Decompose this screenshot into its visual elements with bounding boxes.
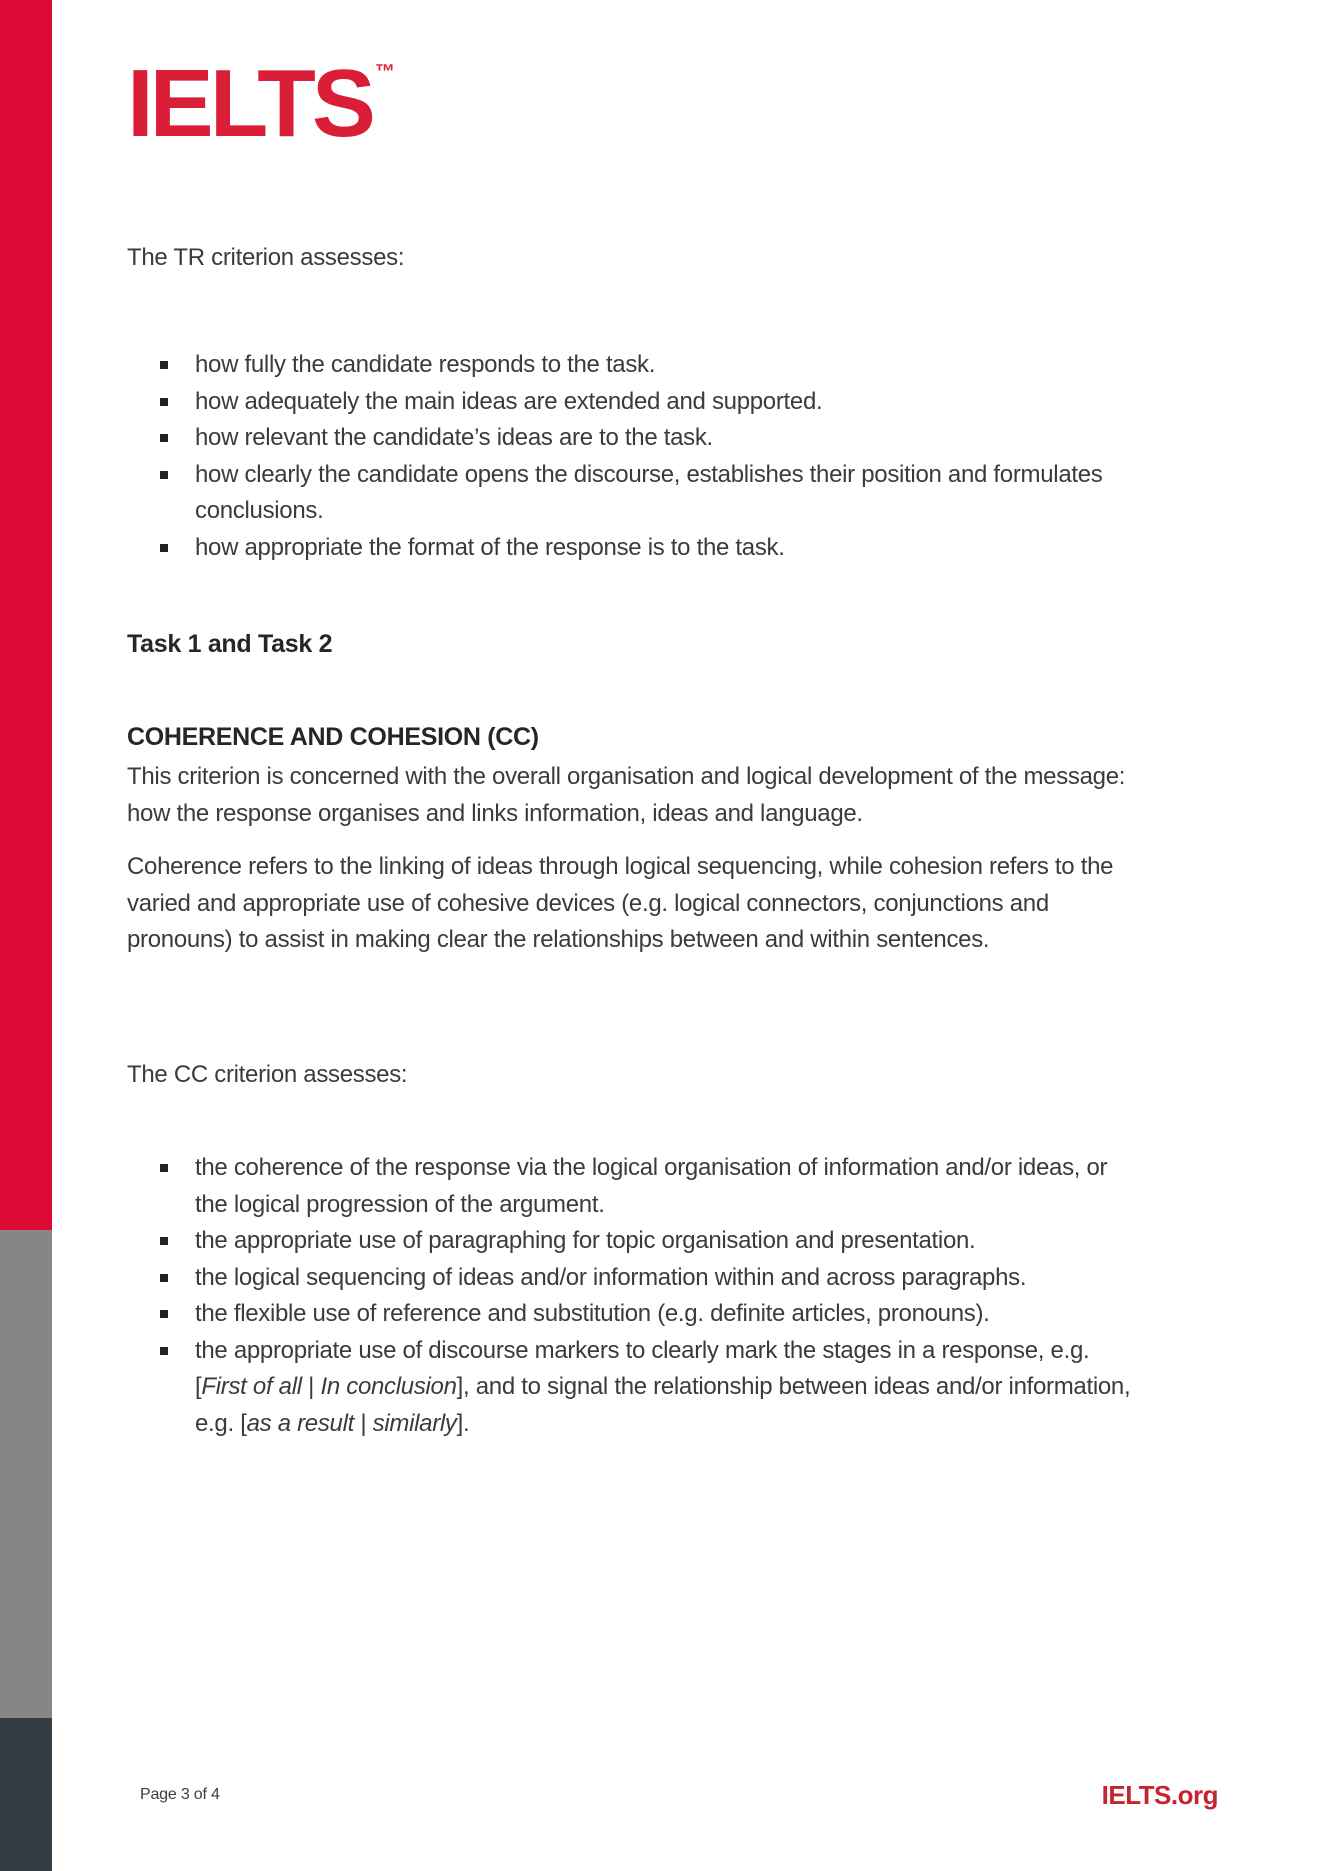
list-item: [127, 1296, 1145, 1333]
cc-paragraph-1: This criterion is concerned with the overall organisation and logical development of the message: how the response organises and links information, ideas and language.: [127, 763, 1126, 827]
ielts-logo-text: IELTS: [127, 50, 372, 157]
list-item: [127, 1260, 1145, 1297]
sidebar-dark-segment: [0, 1718, 52, 1871]
list-item-text: how clearly the candidate opens the discourse, establishes their position and formulates conclusions.: [195, 460, 1103, 524]
page-number: Page 3 of 4: [140, 1786, 220, 1803]
coherence-cohesion-heading: COHERENCE AND COHESION (CC): [127, 723, 539, 751]
list-item: [127, 1150, 1145, 1223]
accent-sidebar: [0, 0, 52, 1871]
square-bullet-icon: [160, 434, 168, 442]
cc-paragraph-2: Coherence refers to the linking of ideas through logical sequencing, while cohesion refers to the varied and appropriate use of cohesive devices (e.g. logical connectors, conjunctions and pronouns) to assist in making clear the relationships between and within sentences.: [127, 853, 1114, 953]
italic-text-segment: In conclusion: [320, 1373, 457, 1400]
list-item-text: the logical sequencing of ideas and/or information within and across paragraphs.: [195, 1263, 1027, 1291]
ielts-logo: [127, 50, 395, 157]
text-segment: |: [301, 1373, 321, 1400]
list-item: [127, 530, 1145, 567]
italic-text-segment: First of all: [201, 1373, 302, 1400]
square-bullet-icon: [160, 544, 168, 552]
list-item: [127, 1333, 1145, 1443]
trademark-symbol: ™: [374, 61, 395, 83]
italic-text-segment: similarly: [372, 1409, 457, 1437]
text-segment: ].: [456, 1409, 470, 1437]
list-item: [127, 420, 1145, 457]
square-bullet-icon: [160, 1274, 168, 1282]
list-item-text: how adequately the main ideas are extended and supported.: [195, 387, 823, 415]
sidebar-gray-segment: [0, 1230, 52, 1718]
list-item: [127, 1223, 1145, 1260]
list-item-text: [195, 1333, 1145, 1443]
task-heading: Task 1 and Task 2: [127, 630, 333, 658]
text-segment: |: [354, 1409, 373, 1437]
square-bullet-icon: [160, 1347, 168, 1355]
tr-criterion-intro: The TR criterion assesses:: [127, 244, 405, 271]
cc-criterion-intro: The CC criterion assesses:: [127, 1061, 408, 1088]
sidebar-red-segment: [0, 0, 52, 1230]
square-bullet-icon: [160, 1237, 168, 1245]
tr-bullet-list: [127, 347, 1145, 566]
list-item: [127, 457, 1145, 530]
italic-text-segment: as a result: [246, 1409, 354, 1437]
square-bullet-icon: [160, 361, 168, 369]
list-item: [127, 384, 1145, 421]
list-item-text: how relevant the candidate’s ideas are to the task.: [195, 424, 713, 451]
list-item-text: the flexible use of reference and substitution (e.g. definite articles, pronouns).: [195, 1300, 990, 1327]
list-item-text: how fully the candidate responds to the task.: [195, 351, 656, 378]
square-bullet-icon: [160, 1310, 168, 1318]
text-segment: the appropriate use of discourse markers to clearly mark the stages in a response, e.g. [: [195, 1336, 1090, 1400]
square-bullet-icon: [160, 1164, 168, 1172]
text-segment: ], and to signal the relationship between ideas and/or information, e.g. [: [195, 1373, 1131, 1437]
square-bullet-icon: [160, 398, 168, 406]
ielts-org-footer-link[interactable]: IELTS.org: [1101, 1780, 1218, 1810]
square-bullet-icon: [160, 471, 168, 479]
cc-bullet-list: [127, 1150, 1145, 1442]
list-item-text: the coherence of the response via the logical organisation of information and/or ideas, or the logical progression of the argument.: [195, 1154, 1108, 1218]
list-item: [127, 347, 1145, 384]
list-item-text: the appropriate use of paragraphing for topic organisation and presentation.: [195, 1227, 976, 1254]
list-item-text: how appropriate the format of the response is to the task.: [195, 533, 785, 561]
